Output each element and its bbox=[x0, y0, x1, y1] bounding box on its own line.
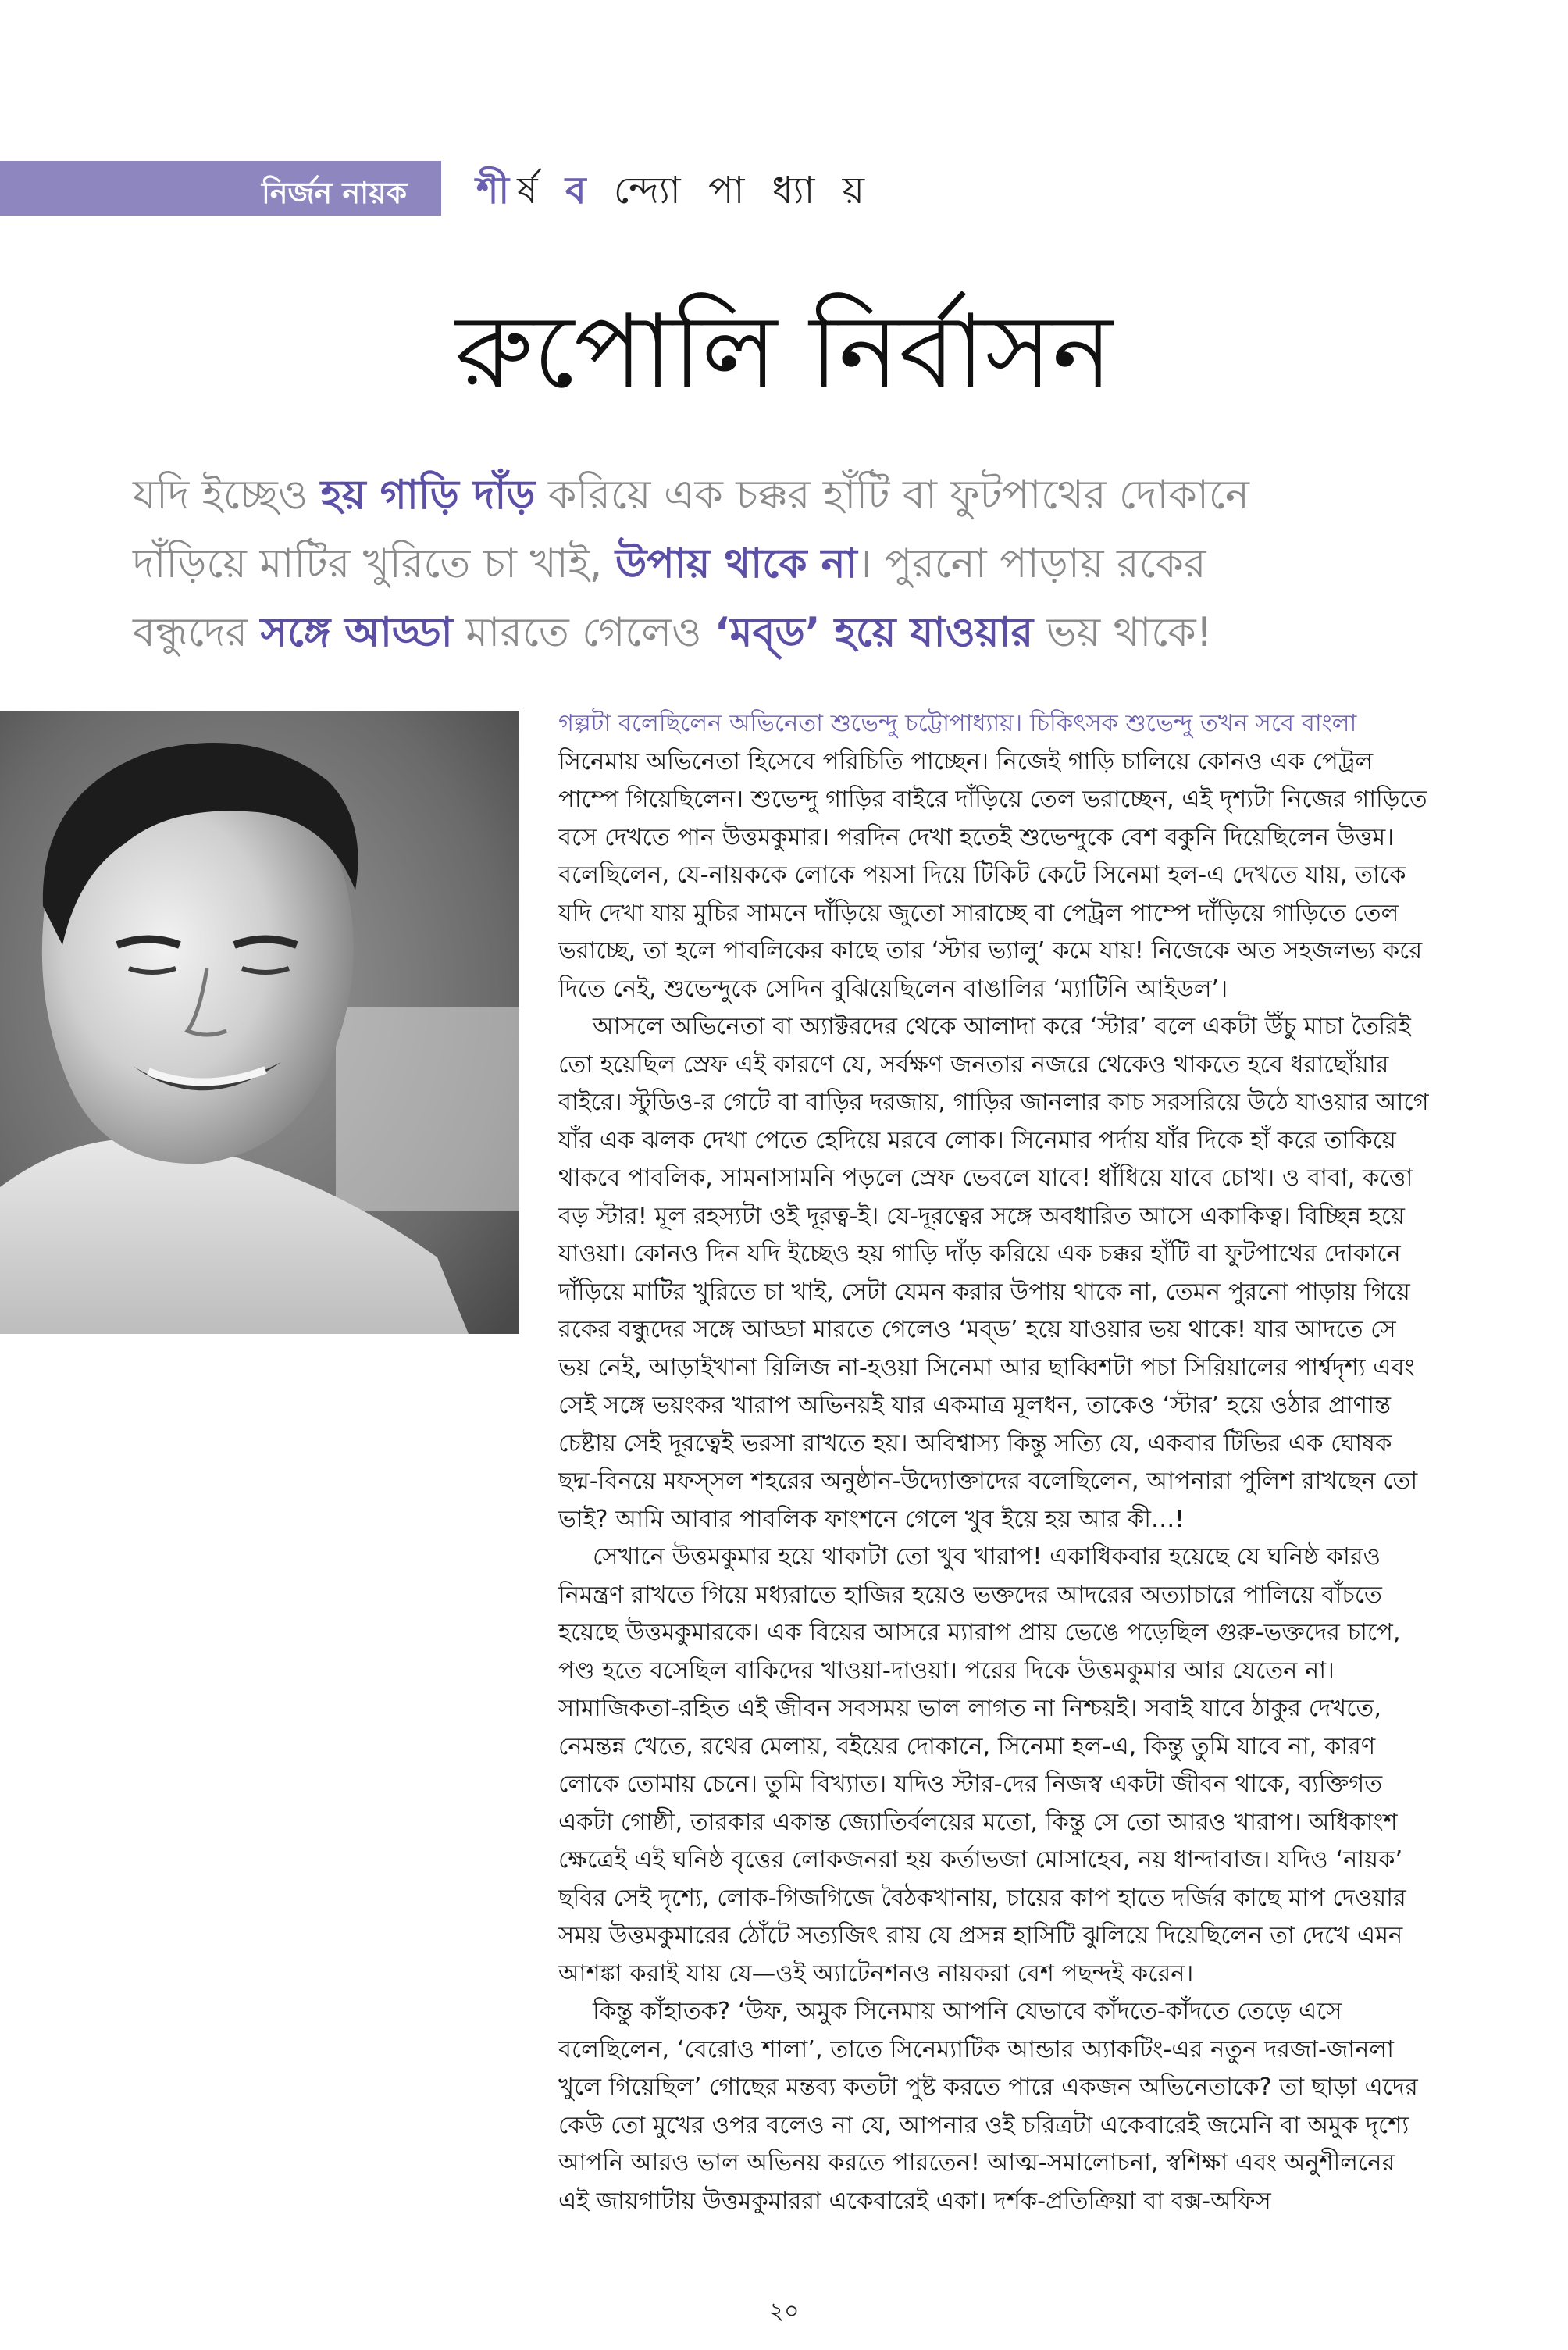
body-paragraph: আসলে অভিনেতা বা অ্যাক্টরদের থেকে আলাদা করে ‘স্টার’ বলে একটা উঁচু মাচা তৈরিই তো হয়েছিল স্রেফ এই কারণে যে, সর্বক্ষণ জনতার নজরে থেকেও থাকতে হবে ধরাছোঁয়ার বাইরে। স্টুডিও-র গেটে বা বাড়ির দরজায়, গাড়ির জানলার কাচ সরসরিয়ে উঠে যাওয়ার আগে যাঁর এক ঝলক দেখা পেতে হেদিয়ে মরবে লোক। সিনেমার পর্দায় যাঁর দিকে হাঁ করে তাকিয়ে থাকবে পাবলিক, সামনাসামনি পড়লে স্রেফ ভেবলে যাবে! ধাঁধিয়ে যাবে চোখ। ও বাবা, কত্তো বড় স্টার! মূল রহস্যটা ওই দূরত্ব-ই। যে-দূরত্বের সঙ্গে অবধারিত আসে একাকিত্ব। বিচ্ছিন্ন হয়ে যাওয়া। কোনও দিন যদি ইচ্ছেও হয় গাড়ি দাঁড় করিয়ে এক চক্কর হাঁটি বা ফুটপাথের দোকানে দাঁড়িয়ে মাটির খুরিতে চা খাই, সেটা যেমন করার উপায় থাকে না, তেমন পুরনো পাড়ায় গিয়ে রকের বন্ধুদের সঙ্গে আড্ডা মারতে গেলেও ‘মব্‌ড’ হয়ে যাওয়ার ভয় থাকে! যার আদতে সে ভয় নেই, আড়াইখানা রিলিজ না-হওয়া সিনেমা আর ছাব্বিশটা পচা সিরিয়ালের পার্শ্বদৃশ্য এবং সেই সঙ্গে ভয়ংকর খারাপ অভিনয়ই যার একমাত্র মূলধন, তাকেও ‘স্টার’ হয়ে ওঠার প্রাণান্ত চেষ্টায় সেই দূরত্বেই ভরসা রাখতে হয়। অবিশ্বাস্য কিন্তু সত্যি যে, একবার টিভির এক ঘোষক ছদ্ম-বিনয়ে মফস্‌সল শহরের অনুষ্ঠান-উদ্যোক্তাদের বলেছিলেন, আপনারা পুলিশ রাখছেন তো ভাই? আমি আবার পাবলিক ফাংশনে গেলে খুব ইয়ে হয় আর কী…! bbox=[558, 1013, 1429, 1533]
deck-line-3 bbox=[133, 598, 1460, 667]
byline-part-1: র্ষ bbox=[517, 169, 565, 212]
section-label: নির্জন নায়ক bbox=[262, 176, 408, 210]
deck-highlight: উপায় থাকে না bbox=[615, 540, 857, 587]
deck-text: করিয়ে এক চক্কর হাঁটি বা ফুটপাথের দোকানে bbox=[535, 472, 1249, 519]
deck-text: যদি ইচ্ছেও bbox=[133, 472, 321, 519]
body-lead-line: গল্পটা বলেছিলেন অভিনেতা শুভেন্দু চট্টোপাধ্যায়। চিকিৎসক শুভেন্দু তখন সবে বাংলা bbox=[558, 710, 1357, 737]
deck-line-2 bbox=[133, 530, 1460, 598]
author-byline bbox=[476, 162, 872, 224]
deck-text: বন্ধুদের bbox=[133, 609, 261, 656]
deck-highlight: হয় গাড়ি দাঁড় bbox=[320, 472, 536, 519]
article-body bbox=[558, 705, 1429, 2220]
portrait-illustration bbox=[0, 711, 519, 1334]
byline-accent-2: ব bbox=[565, 169, 594, 212]
body-paragraph: সিনেমায় অভিনেতা হিসেবে পরিচিতি পাচ্ছেন। নিজেই গাড়ি চালিয়ে কোনও এক পেট্রল পাম্পে গিয়েছিলেন। শুভেন্দু গাড়ির বাইরে দাঁড়িয়ে তেল ভরাচ্ছেন, এই দৃশ্যটা নিজের গাড়িতে বসে দেখতে পান উত্তমকুমার। পরদিন দেখা হতেই শুভেন্দুকে বেশ বকুনি দিয়েছিলেন উত্তম। বলেছিলেন, যে-নায়ককে লোকে পয়সা দিয়ে টিকিট কেটে সিনেমা হল-এ দেখতে যায়, তাকে যদি দেখা যায় মুচির সামনে দাঁড়িয়ে জুতো সারাচ্ছে বা পেট্রল পাম্পে দাঁড়িয়ে গাড়িতে তেল ভরাচ্ছে, তা হলে পাবলিকের কাছে তার ‘স্টার ভ্যালু’ কমে যায়! নিজেকে অত সহজলভ্য করে দিতে নেই, শুভেন্দুকে সেদিন বুঝিয়েছিলেন বাঙালির ‘ম্যাটিনি আইডল’। bbox=[558, 747, 1427, 1003]
deck-text: মারতে গেলেও bbox=[452, 609, 715, 656]
deck-text: দাঁড়িয়ে মাটির খুরিতে চা খাই, bbox=[133, 540, 615, 587]
byline-part-2: ন্দ্যো পা ধ্যা য় bbox=[593, 169, 872, 212]
deck-highlight: ‘মব্‌ড’ হয়ে যাওয়ার bbox=[714, 609, 1034, 656]
article-deck bbox=[133, 461, 1460, 667]
body-paragraph: সেখানে উত্তমকুমার হয়ে থাকাটা তো খুব খারাপ! একাধিকবার হয়েছে যে ঘনিষ্ঠ কারও নিমন্ত্রণ রাখতে গিয়ে মধ্যরাতে হাজির হয়েও ভক্তদের আদরের অত্যাচারে পালিয়ে বাঁচতে হয়েছে উত্তমকুমারকে। এক বিয়ের আসরে ম্যারাপ প্রায় ভেঙে পড়েছিল গুরু-ভক্তদের চাপে, পণ্ড হতে বসেছিল বাকিদের খাওয়া-দাওয়া। পরের দিকে উত্তমকুমার আর যেতেন না। সামাজিকতা-রহিত এই জীবন সবসময় ভাল লাগত না নিশ্চয়ই। সবাই যাবে ঠাকুর দেখতে, নেমন্তন্ন খেতে, রথের মেলায়, বইয়ের দোকানে, সিনেমা হল-এ, কিন্তু তুমি যাবে না, কারণ লোকে তোমায় চেনে। তুমি বিখ্যাত। যদিও স্টার-দের নিজস্ব একটা জীবন থাকে, ব্যক্তিগত একটা গোষ্ঠী, তারকার একান্ত জ্যোতির্বলয়ের মতো, কিন্তু সে তো আরও খারাপ। অধিকাংশ ক্ষেত্রেই এই ঘনিষ্ঠ বৃত্তের লোকজনরা হয় কর্তাভজা মোসাহেব, নয় ধান্দাবাজ। যদিও ‘নায়ক’ ছবির সেই দৃশ্যে, লোক-গিজগিজে বৈঠকখানায়, চায়ের কাপ হাতে দর্জির কাছে মাপ দেওয়ার সময় উত্তমকুমারের ঠোঁটে সত্যজিৎ রায় যে প্রসন্ন হাসিটি ঝুলিয়ে দিয়েছিলেন তা দেখে এমন আশঙ্কা করাই যায় যে—ওই অ্যাটেনশনও নায়করা বেশ পছন্দই করেন। bbox=[558, 1543, 1406, 1988]
deck-highlight: সঙ্গে আড্ডা bbox=[260, 609, 453, 656]
byline-accent-1: শী bbox=[476, 169, 518, 212]
body-paragraph: কিন্তু কাঁহাতক? ‘উফ, অমুক সিনেমায় আপনি যেভাবে কাঁদতে-কাঁদতে তেড়ে এসে বলেছিলেন, ‘বেরোও শালা’, তাতে সিনেম্যাটিক আন্ডার অ্যাকটিং-এর নতুন দরজা-জানলা খুলে গিয়েছিল’ গোছের মন্তব্য কতটা পুষ্ট করতে পারে একজন অভিনেতাকে? তা ছাড়া এদের কেউ তো মুখের ওপর বলেও না যে, আপনার ওই চরিত্রটা একেবারেই জমেনি বা অমুক দৃশ্যে আপনি আরও ভাল অভিনয় করতে পারতেন! আত্ম-সমালোচনা, স্বশিক্ষা এবং অনুশীলনের এই জায়গাটায় উত্তমকুমাররা একেবারেই একা। দর্শক-প্রতিক্রিয়া বা বক্স-অফিস bbox=[558, 1998, 1418, 2215]
page-number: ২০ bbox=[768, 2298, 800, 2325]
deck-text: ভয় থাকে! bbox=[1033, 609, 1213, 656]
deck-line-1 bbox=[133, 461, 1460, 530]
article-headline: রুপোলি নির্বাসন bbox=[455, 292, 1113, 411]
portrait-photo bbox=[0, 711, 519, 1334]
deck-text: । পুরনো পাড়ায় রকের bbox=[857, 540, 1206, 587]
